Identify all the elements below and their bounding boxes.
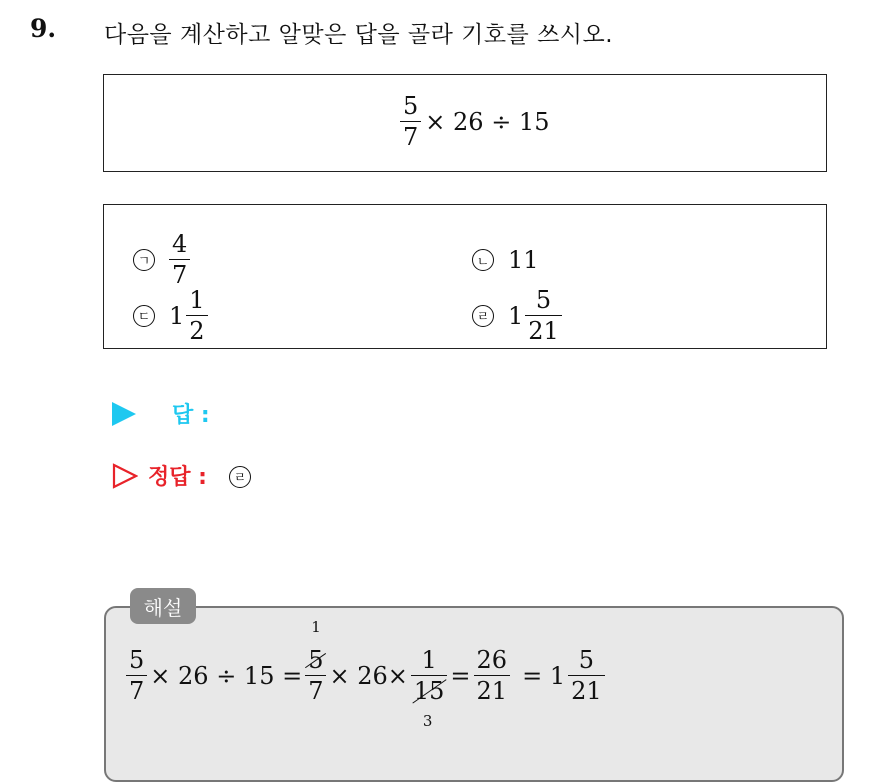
correct-answer-row xyxy=(112,460,251,491)
solution-step-1: × 26 ÷ 15 = xyxy=(150,661,303,690)
solution-fraction-5 xyxy=(568,648,605,703)
correct-answer-mark: ㄹ xyxy=(229,466,251,488)
expression-rest: × 26 ÷ 15 xyxy=(425,107,550,136)
expression-fraction xyxy=(400,94,421,149)
fraction-denominator: 7 xyxy=(308,677,324,705)
fraction-denominator: 21 xyxy=(476,677,508,705)
choice-a xyxy=(133,232,190,287)
choice-d-fraction xyxy=(525,288,562,343)
choice-d xyxy=(472,288,562,343)
expression xyxy=(400,94,553,149)
solution-equals-1: = xyxy=(450,661,471,690)
solution-fraction-3 xyxy=(411,646,448,730)
choice-c-whole: 1 xyxy=(169,301,185,330)
play-outline-icon xyxy=(112,463,138,489)
cancelled-numerator xyxy=(305,648,326,672)
question-number: 9. xyxy=(30,14,57,43)
fraction-denominator: 21 xyxy=(571,677,602,705)
fraction-denominator: 7 xyxy=(403,123,419,151)
solution-step-2: × 26× xyxy=(329,661,408,690)
correct-answer-label: 정답 : xyxy=(148,465,207,490)
cancel-result-bottom: 3 xyxy=(422,712,433,730)
fraction-numerator: 5 xyxy=(129,646,145,674)
fraction-numerator: 5 xyxy=(403,92,419,120)
correct-answer-value xyxy=(229,463,251,488)
cancel-result-top: 1 xyxy=(311,618,321,636)
choice-a-fraction xyxy=(169,232,190,287)
fraction-denominator: 7 xyxy=(172,261,188,289)
solution-fraction-2 xyxy=(305,618,326,705)
solution-fraction-4 xyxy=(474,648,511,703)
solution-expression xyxy=(126,618,605,730)
choice-c-fraction xyxy=(186,288,207,343)
play-filled-icon xyxy=(112,402,136,426)
fraction-numerator: 4 xyxy=(172,230,188,258)
fraction-numerator: 5 xyxy=(308,646,324,674)
solution-fraction-1 xyxy=(126,648,147,703)
choice-mark-c: ㄷ xyxy=(133,305,155,327)
choice-mark-a: ㄱ xyxy=(133,249,155,271)
answer-label: 답 : xyxy=(172,403,210,428)
solution-equals-2: = 1 xyxy=(522,661,566,690)
choice-b-value: 11 xyxy=(508,246,539,274)
choice-d-whole: 1 xyxy=(508,301,524,330)
fraction-numerator: 26 xyxy=(476,646,508,674)
fraction-denominator: 2 xyxy=(189,317,205,345)
cancelled-denominator xyxy=(411,679,448,703)
choice-mark-d: ㄹ xyxy=(472,305,494,327)
question-text: 다음을 계산하고 알맞은 답을 골라 기호를 쓰시오. xyxy=(104,22,614,48)
fraction-numerator: 1 xyxy=(189,286,205,314)
fraction-denominator: 7 xyxy=(129,677,145,705)
fraction-denominator: 15 xyxy=(413,677,445,705)
answer-row xyxy=(112,398,210,429)
fraction-denominator: 21 xyxy=(528,317,559,345)
choices-box xyxy=(103,204,827,349)
fraction-numerator: 5 xyxy=(578,646,594,674)
fraction-numerator: 5 xyxy=(535,286,552,314)
explanation-tab: 해설 xyxy=(130,588,196,624)
choice-mark-b: ㄴ xyxy=(472,249,494,271)
choice-c xyxy=(133,288,208,343)
choice-b xyxy=(472,246,539,274)
fraction-numerator: 1 xyxy=(421,646,437,674)
